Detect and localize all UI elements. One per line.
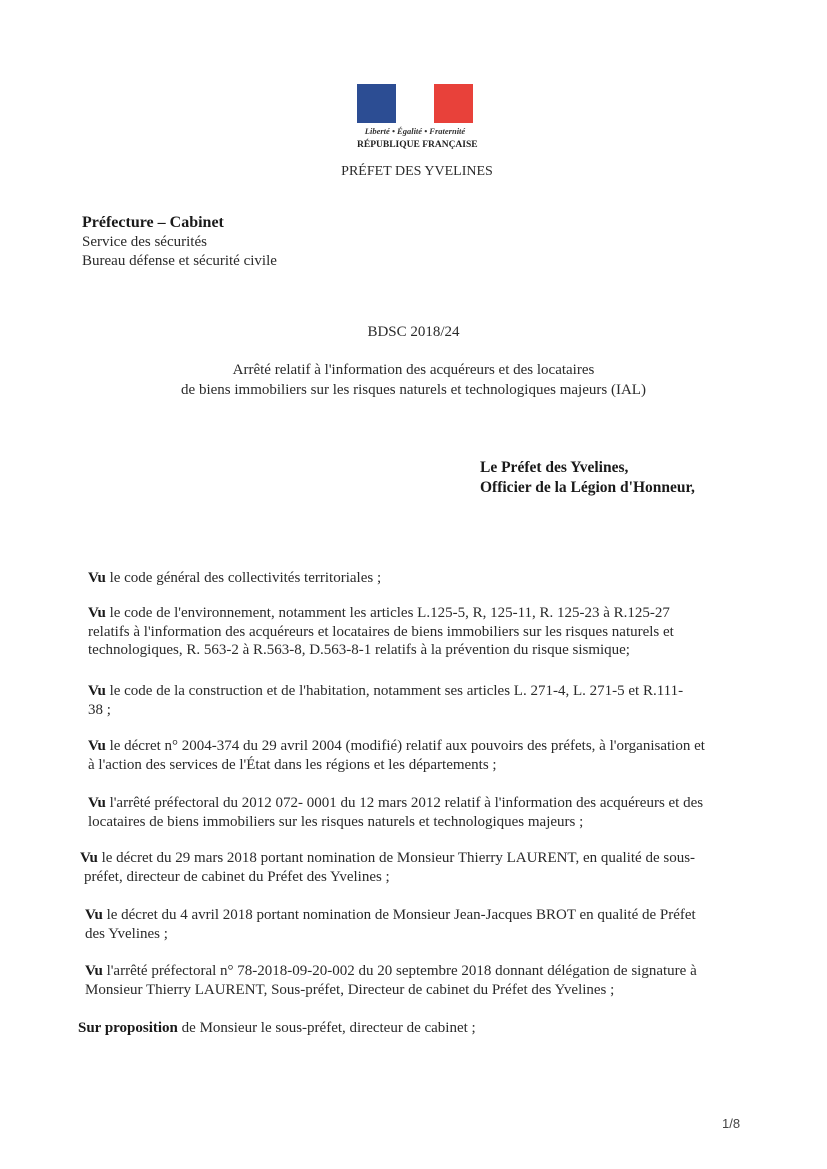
proposal-paragraph: Sur proposition de Monsieur le sous-préfet, directeur de cabinet ; [78,1020,476,1036]
title-line-2: de biens immobiliers sur les risques naturels et technologiques majeurs (IAL) [181,382,646,398]
recital-paragraph: Vu le décret du 29 mars 2018 portant nomination de Monsieur Thierry LAURENT, en qualité de sous- préfet, directeur de cabinet du Préfet des Yvelines ; [80,850,696,885]
recital-paragraph: Vu le code de la construction et de l'habitation, notamment ses articles L. 271-4, L. 271-5 et R.111- 38 ; [88,683,684,718]
page-number: 1/8 [722,1116,741,1131]
sender-line-1: Préfecture – Cabinet [82,214,224,231]
title-line-1: Arrêté relatif à l'information des acquéreurs et des locataires [232,362,595,378]
reference-number: BDSC 2018/24 [367,324,460,340]
recital-paragraph: Vu l'arrêté préfectoral du 2012 072- 0001 du 12 mars 2012 relatif à l'information des acquéreurs et des locataires de biens immobiliers sur les risques naturels et technologiques majeurs ; [88,795,704,830]
prefect-heading: PRÉFET DES YVELINES [341,164,493,179]
recital-paragraph: Vu le décret du 4 avril 2018 portant nomination de Monsieur Jean-Jacques BROT en qualité de Préfet des Yvelines ; [85,907,696,942]
recital-paragraph: Vu le code général des collectivités territoriales ; [88,570,382,586]
marianne-logo [357,84,473,123]
signatory-line-2: Officier de la Légion d'Honneur, [480,479,695,496]
sender-line-3: Bureau défense et sécurité civile [82,253,277,269]
signatory-line-1: Le Préfet des Yvelines, [480,459,629,476]
recital-paragraph: Vu l'arrêté préfectoral n° 78-2018-09-20-002 du 20 septembre 2018 donnant délégation de signature à Monsieur Thierry LAURENT, Sous-préfet, Directeur de cabinet du Préfet des Yvelines ; [85,963,697,998]
recital-paragraph: Vu le code de l'environnement, notamment les articles L.125-5, R, 125-11, R. 125-23 à R.125-27 relatifs à l'information des acquéreurs et locataires de biens immobiliers sur les risques naturels et technologiques, R. 563-2 à R.563-8, D.563-8-1 relatifs à la prévention du risque sismique; [88,605,674,658]
sender-line-2: Service des sécurités [82,234,207,250]
recital-paragraph: Vu le décret n° 2004-374 du 29 avril 2004 (modifié) relatif aux pouvoirs des préfets, à l'organisation et à l'action des services de l'État dans les régions et les départements ; [88,738,705,773]
republic-label: RÉPUBLIQUE FRANÇAISE [357,140,478,150]
motto: Liberté • Égalité • Fraternité [364,126,466,136]
